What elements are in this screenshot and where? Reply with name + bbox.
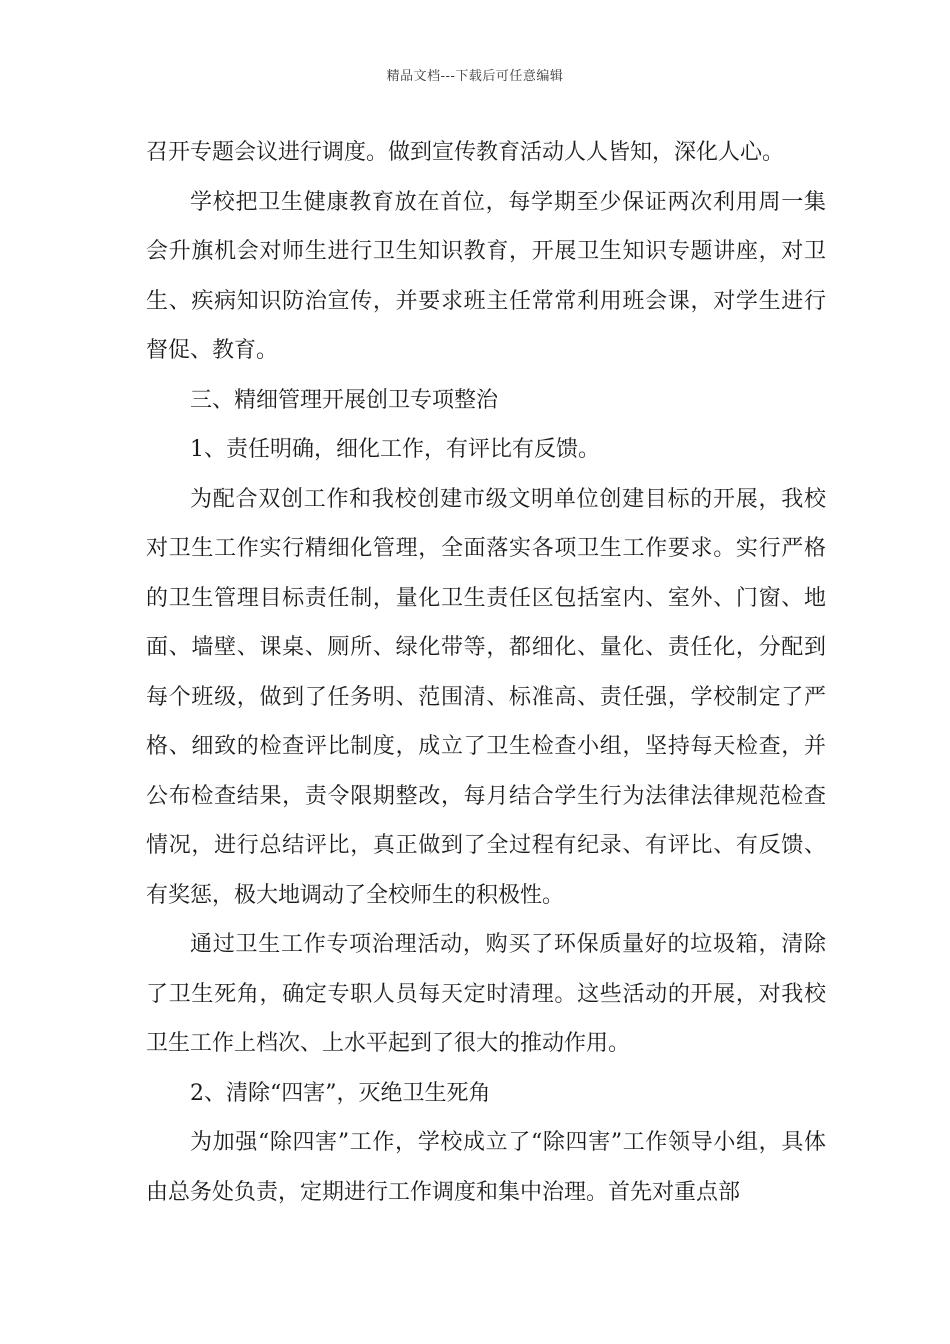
paragraph: 为加强“除四害”工作，学校成立了“除四害”工作领导小组，具体由总务处负责，定期进行工作调度和集中治理。首先对重点部 bbox=[146, 1130, 826, 1205]
paragraph: 为配合双创工作和我校创建市级文明单位创建目标的开展，我校对卫生工作实行精细化管理，全面落实各项卫生工作要求。实行严格的卫生管理目标责任制，量化卫生责任区包括室内、室外、门窗、地面、墙壁、课桌、厕所、绿化带等，都细化、量化、责任化，分配到每个班级，做到了任务明、范围清、标准高、责任强，学校制定了严格、细致的检查评比制度，成立了卫生检查小组，坚持每天检查，并公布检查结果，责令限期整改，每月结合学生行为法律法律规范检查情况，进行总结评比，真正做到了全过程有纪录、有评比、有反馈、有奖惩，极大地调动了全校师生的积极性。 bbox=[146, 486, 826, 908]
paragraph: 通过卫生工作专项治理活动，购买了环保质量好的垃圾箱，清除了卫生死角，确定专职人员每天定时清理。这些活动的开展，对我校卫生工作上档次、上水平起到了很大的推动作用。 bbox=[146, 932, 826, 1056]
paragraph: 召开专题会议进行调度。做到宣传教育活动人人皆知，深化人心。 bbox=[146, 140, 785, 165]
section-heading: 三、精细管理开展创卫专项整治 bbox=[190, 387, 499, 413]
document-body bbox=[146, 128, 826, 1217]
paragraph: 学校把卫生健康教育放在首位，每学期至少保证两次利用周一集会升旗机会对师生进行卫生知识教育，开展卫生知识专题讲座，对卫生、疾病知识防治宣传，并要求班主任常常利用班会课，对学生进行督促、教育。 bbox=[146, 189, 826, 363]
subsection-heading: 2、清除“四害”，灭绝卫生死角 bbox=[190, 1080, 491, 1106]
subsection-heading: 1、责任明确，细化工作，有评比有反馈。 bbox=[190, 437, 600, 462]
page-header: 精品文档---下载后可任意编辑 bbox=[386, 69, 564, 84]
